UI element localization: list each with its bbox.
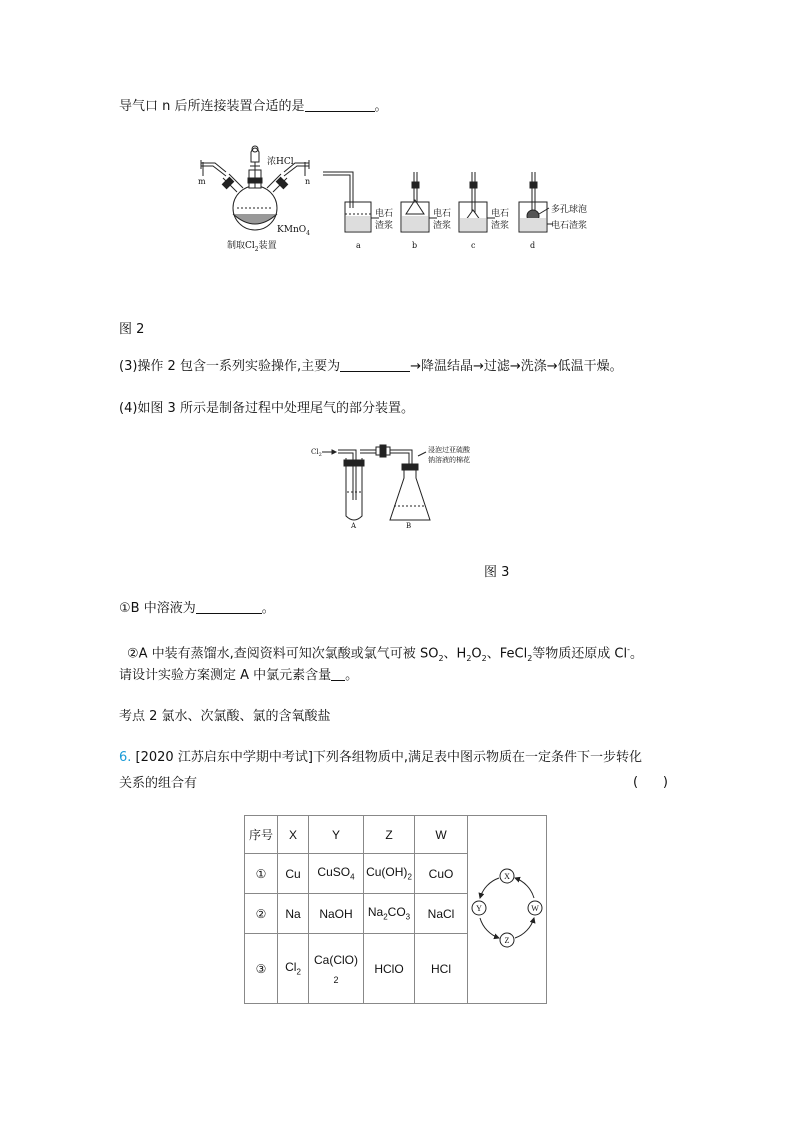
sub: 2 (481, 653, 487, 663)
test-tube-a (346, 458, 362, 520)
label-c: c (471, 241, 476, 250)
sub: 2 (438, 653, 444, 663)
figure-3-drawing (308, 440, 498, 530)
cell-z: $Cu(OH)_2$ (364, 854, 415, 894)
cell-y: NaOH (309, 894, 364, 934)
section-heading: 考点 2 氯水、次氯酸、氯的含氧酸盐 (119, 709, 331, 724)
cell-y: CuSO$_4$ (309, 854, 364, 894)
cycle-diagram-cell (468, 816, 547, 1004)
question-4-1 (119, 599, 275, 619)
figure-2 (193, 138, 613, 258)
label-a-zhajiang: 渣浆 (375, 221, 394, 231)
question-6-line2: 关系的组合有 (119, 776, 198, 791)
label-cotton-line1: 浸泡过亚硫酸 (428, 446, 470, 454)
conical-flask-b (390, 466, 430, 520)
punctuation: 。 (630, 646, 644, 662)
figure-3-caption: 图 3 (484, 565, 510, 580)
label-cl2: $Cl_2$ (311, 448, 322, 458)
label-m: m (198, 177, 206, 186)
cell-z: $Na_2CO_3$ (364, 894, 415, 934)
question-3 (119, 357, 623, 377)
answer-blank-4-1[interactable] (196, 599, 262, 614)
label-B: B (406, 522, 412, 530)
question-4-2-line2 (119, 666, 358, 686)
cell-no: ① (245, 854, 278, 894)
punctuation: 。 (261, 601, 275, 616)
node-z: Z (504, 936, 510, 945)
question-line-n-outlet (119, 97, 388, 117)
question-text: 导气口 n 后所连接装置合适的是 (119, 99, 305, 114)
label-d: d (530, 241, 536, 250)
label-A: A (351, 522, 357, 530)
flask-liquid (233, 214, 277, 224)
question-6-text: [2020 江苏启东中学期中考试]下列各组物质中,满足表中图示物质在一定条件下一步转化 (131, 750, 643, 765)
node-y: Y (476, 904, 482, 913)
figure-2-drawing (193, 138, 613, 258)
label-b-zhajiang: 渣浆 (433, 221, 452, 231)
cell-y: Ca(ClO) 2 (309, 934, 364, 1004)
answer-blank[interactable] (305, 97, 375, 112)
label-cl2-setup: 制取$Cl_2$装置 (227, 241, 277, 253)
header-y: Y (309, 816, 364, 854)
cell-no: ③ (245, 934, 278, 1004)
question-number: 6. (119, 750, 132, 765)
label-b: b (412, 241, 418, 250)
header-no: 序号 (245, 816, 278, 854)
substances-table (244, 815, 547, 1004)
label-a: a (356, 241, 361, 250)
label-c-zhajiang: 渣浆 (491, 221, 510, 231)
question-4: (4)如图 3 所示是制备过程中处理尾气的部分装置。 (119, 401, 414, 416)
label-n: n (305, 177, 311, 186)
figure-3 (308, 440, 498, 530)
question-4-2-line1 (127, 640, 643, 669)
cell-x: Cu (278, 854, 309, 894)
label-c-dianshi: 电石 (491, 209, 510, 219)
sup: - (627, 645, 631, 654)
cell-z: HClO (364, 934, 415, 1004)
cell-w: HCl (415, 934, 468, 1004)
question-6-line1 (119, 748, 642, 768)
cell-x: $Cl_2$ (278, 934, 309, 1004)
cell-w: CuO (415, 854, 468, 894)
q42-text-f: 请设计实验方案测定 A 中氯元素含量 (119, 668, 332, 683)
punctuation: 。 (374, 99, 388, 114)
sub: 2 (527, 653, 533, 663)
q42-text-e: 等物质还原成 Cl (532, 646, 628, 662)
q42-text-b: 、H (443, 646, 467, 662)
table-header-row (245, 816, 547, 854)
question-4-1-text: ①B 中溶液为 (119, 601, 196, 616)
header-w: W (415, 816, 468, 854)
header-z: Z (364, 816, 415, 854)
label-porous-bubbler: 多孔球泡 (551, 205, 588, 215)
label-b-dianshi: 电石 (433, 209, 452, 219)
answer-blank-3[interactable] (340, 357, 410, 372)
question-3-text: (3)操作 2 包含一系列实验操作,主要为 (119, 359, 341, 374)
label-a-dianshi: 电石 (375, 209, 394, 219)
punctuation: 。 (345, 668, 359, 683)
cell-w: NaCl (415, 894, 468, 934)
answer-bracket[interactable]: ( ) (633, 775, 668, 790)
label-kmno4: KMnO$_4$ (277, 225, 310, 237)
question-3-steps: →降温结晶→过滤→洗涤→低温干燥。 (410, 359, 623, 374)
answer-blank-4-2[interactable] (331, 666, 345, 681)
cycle-diagram (468, 858, 546, 958)
q42-text-a: ②A 中装有蒸馏水,查阅资料可知次氯酸或氯气可被 SO (127, 646, 439, 662)
node-w: W (531, 904, 539, 913)
q42-text-c: O (471, 646, 482, 662)
figure-2-caption: 图 2 (119, 322, 145, 337)
label-cotton-line2: 钠溶液的棉花 (428, 456, 470, 464)
cell-x: Na (278, 894, 309, 934)
node-x: X (504, 872, 510, 881)
cell-no: ② (245, 894, 278, 934)
label-conc-hcl: 浓HCl (267, 157, 294, 167)
label-d-slurry: 电石渣浆 (551, 221, 588, 231)
q42-text-d: 、FeCl (486, 646, 528, 662)
sub: 2 (466, 653, 472, 663)
header-x: X (278, 816, 309, 854)
